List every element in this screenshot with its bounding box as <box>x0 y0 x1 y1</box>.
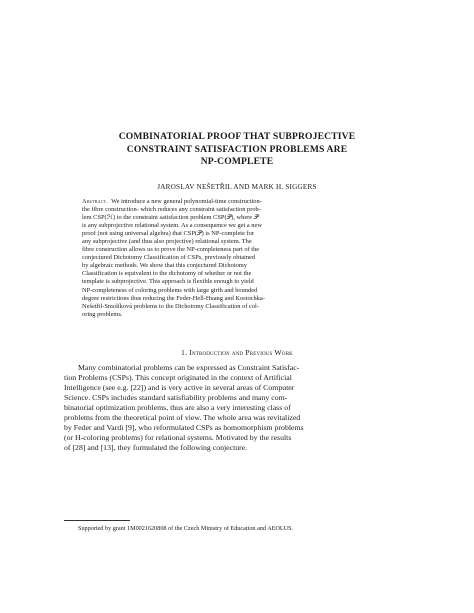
body-line: tion Problems (CSPs). This concept originated in the context of Artificial <box>64 373 292 383</box>
body-line: of [28] and [13], they formulated the following conjecture. <box>64 443 248 453</box>
body-line: by Feder and Vardi [9], who reformulated CSPs as homomorphism problems <box>64 423 304 433</box>
title-line: NP-COMPLETE <box>200 156 274 167</box>
abstract-line: Nešetřil-Smolíková problems to the Dichotomy Classification of col- <box>82 302 259 310</box>
abstract-line <box>82 198 394 206</box>
abstract-line: proof (not using universal algebra) that CSP(𝒫) is NP-complete for <box>82 230 254 238</box>
paper-authors: JAROSLAV NEŠETŘIL AND MARK H. SIGGERS <box>157 183 317 191</box>
abstract-line: Classification is equivalent to the dichotomy of whether or not the <box>82 270 252 278</box>
paper-title <box>40 131 434 169</box>
abstract-line: by algebraic methods. We show that this conjectured Dichotomy <box>82 262 247 270</box>
abstract-line: the fibre construction- which reduces any constraint satisfaction prob- <box>82 206 261 214</box>
body-line: (or H-coloring problems) for relational systems. Motivated by the results <box>64 433 292 443</box>
abstract-line: is any subprojective relational system. As a consequence we get a new <box>82 222 262 230</box>
abstract-line: template is subprojective. This approach is flexible enough to yield <box>82 278 254 286</box>
abstract-line: degree restrictions thus reducing the Feder-Hell-Huang and Kostochka- <box>82 294 265 302</box>
footnote-divider <box>64 520 130 521</box>
abstract-label: Abstract. <box>82 198 109 205</box>
body-line: Intelligence (see e.g. [22]) and is very active in several areas of Computer <box>64 383 295 393</box>
title-line: CONSTRAINT SATISFACTION PROBLEMS ARE <box>126 143 348 155</box>
abstract-line: oring problems. <box>82 310 123 318</box>
abstract-text: We introduce a new general polynomial-time construction- <box>111 198 262 205</box>
body-paragraph <box>64 363 410 453</box>
abstract-line: conjectured Dichotomy Classification of CSPs, previously obtained <box>82 254 256 262</box>
title-line: COMBINATORIAL PROOF THAT SUBPROJECTIVE <box>118 131 356 142</box>
abstract-line: NP-completeness of coloring problems with large girth and bounded <box>82 286 258 294</box>
section-heading: 1. Introduction and Previous Work <box>181 348 293 357</box>
abstract-line: any subprojective (and thus also projective) relational system. The <box>82 238 252 246</box>
body-line: binatorial optimization problems, thus are also a very interesting class of <box>64 403 291 413</box>
abstract-line: lem CSP(ℋ) to the constraint satisfaction problem CSP(𝒫), where 𝒫 <box>82 214 259 222</box>
body-line: Many combinatorial problems can be expressed as Constraint Satisfac- <box>78 363 300 372</box>
body-line: problems from the theoretical point of view. The whole area was revitalized <box>64 413 301 423</box>
abstract <box>82 198 394 319</box>
footnote-text: Supported by grant 1M0021620808 of the Czech Ministry of Education and AEOLUS. <box>78 525 294 532</box>
abstract-line: fibre construction allows us to prove the NP-completeness part of the <box>82 246 260 254</box>
body-line: Science. CSPs includes standard satisfiability problems and many com- <box>64 393 288 403</box>
footnote <box>64 525 410 533</box>
